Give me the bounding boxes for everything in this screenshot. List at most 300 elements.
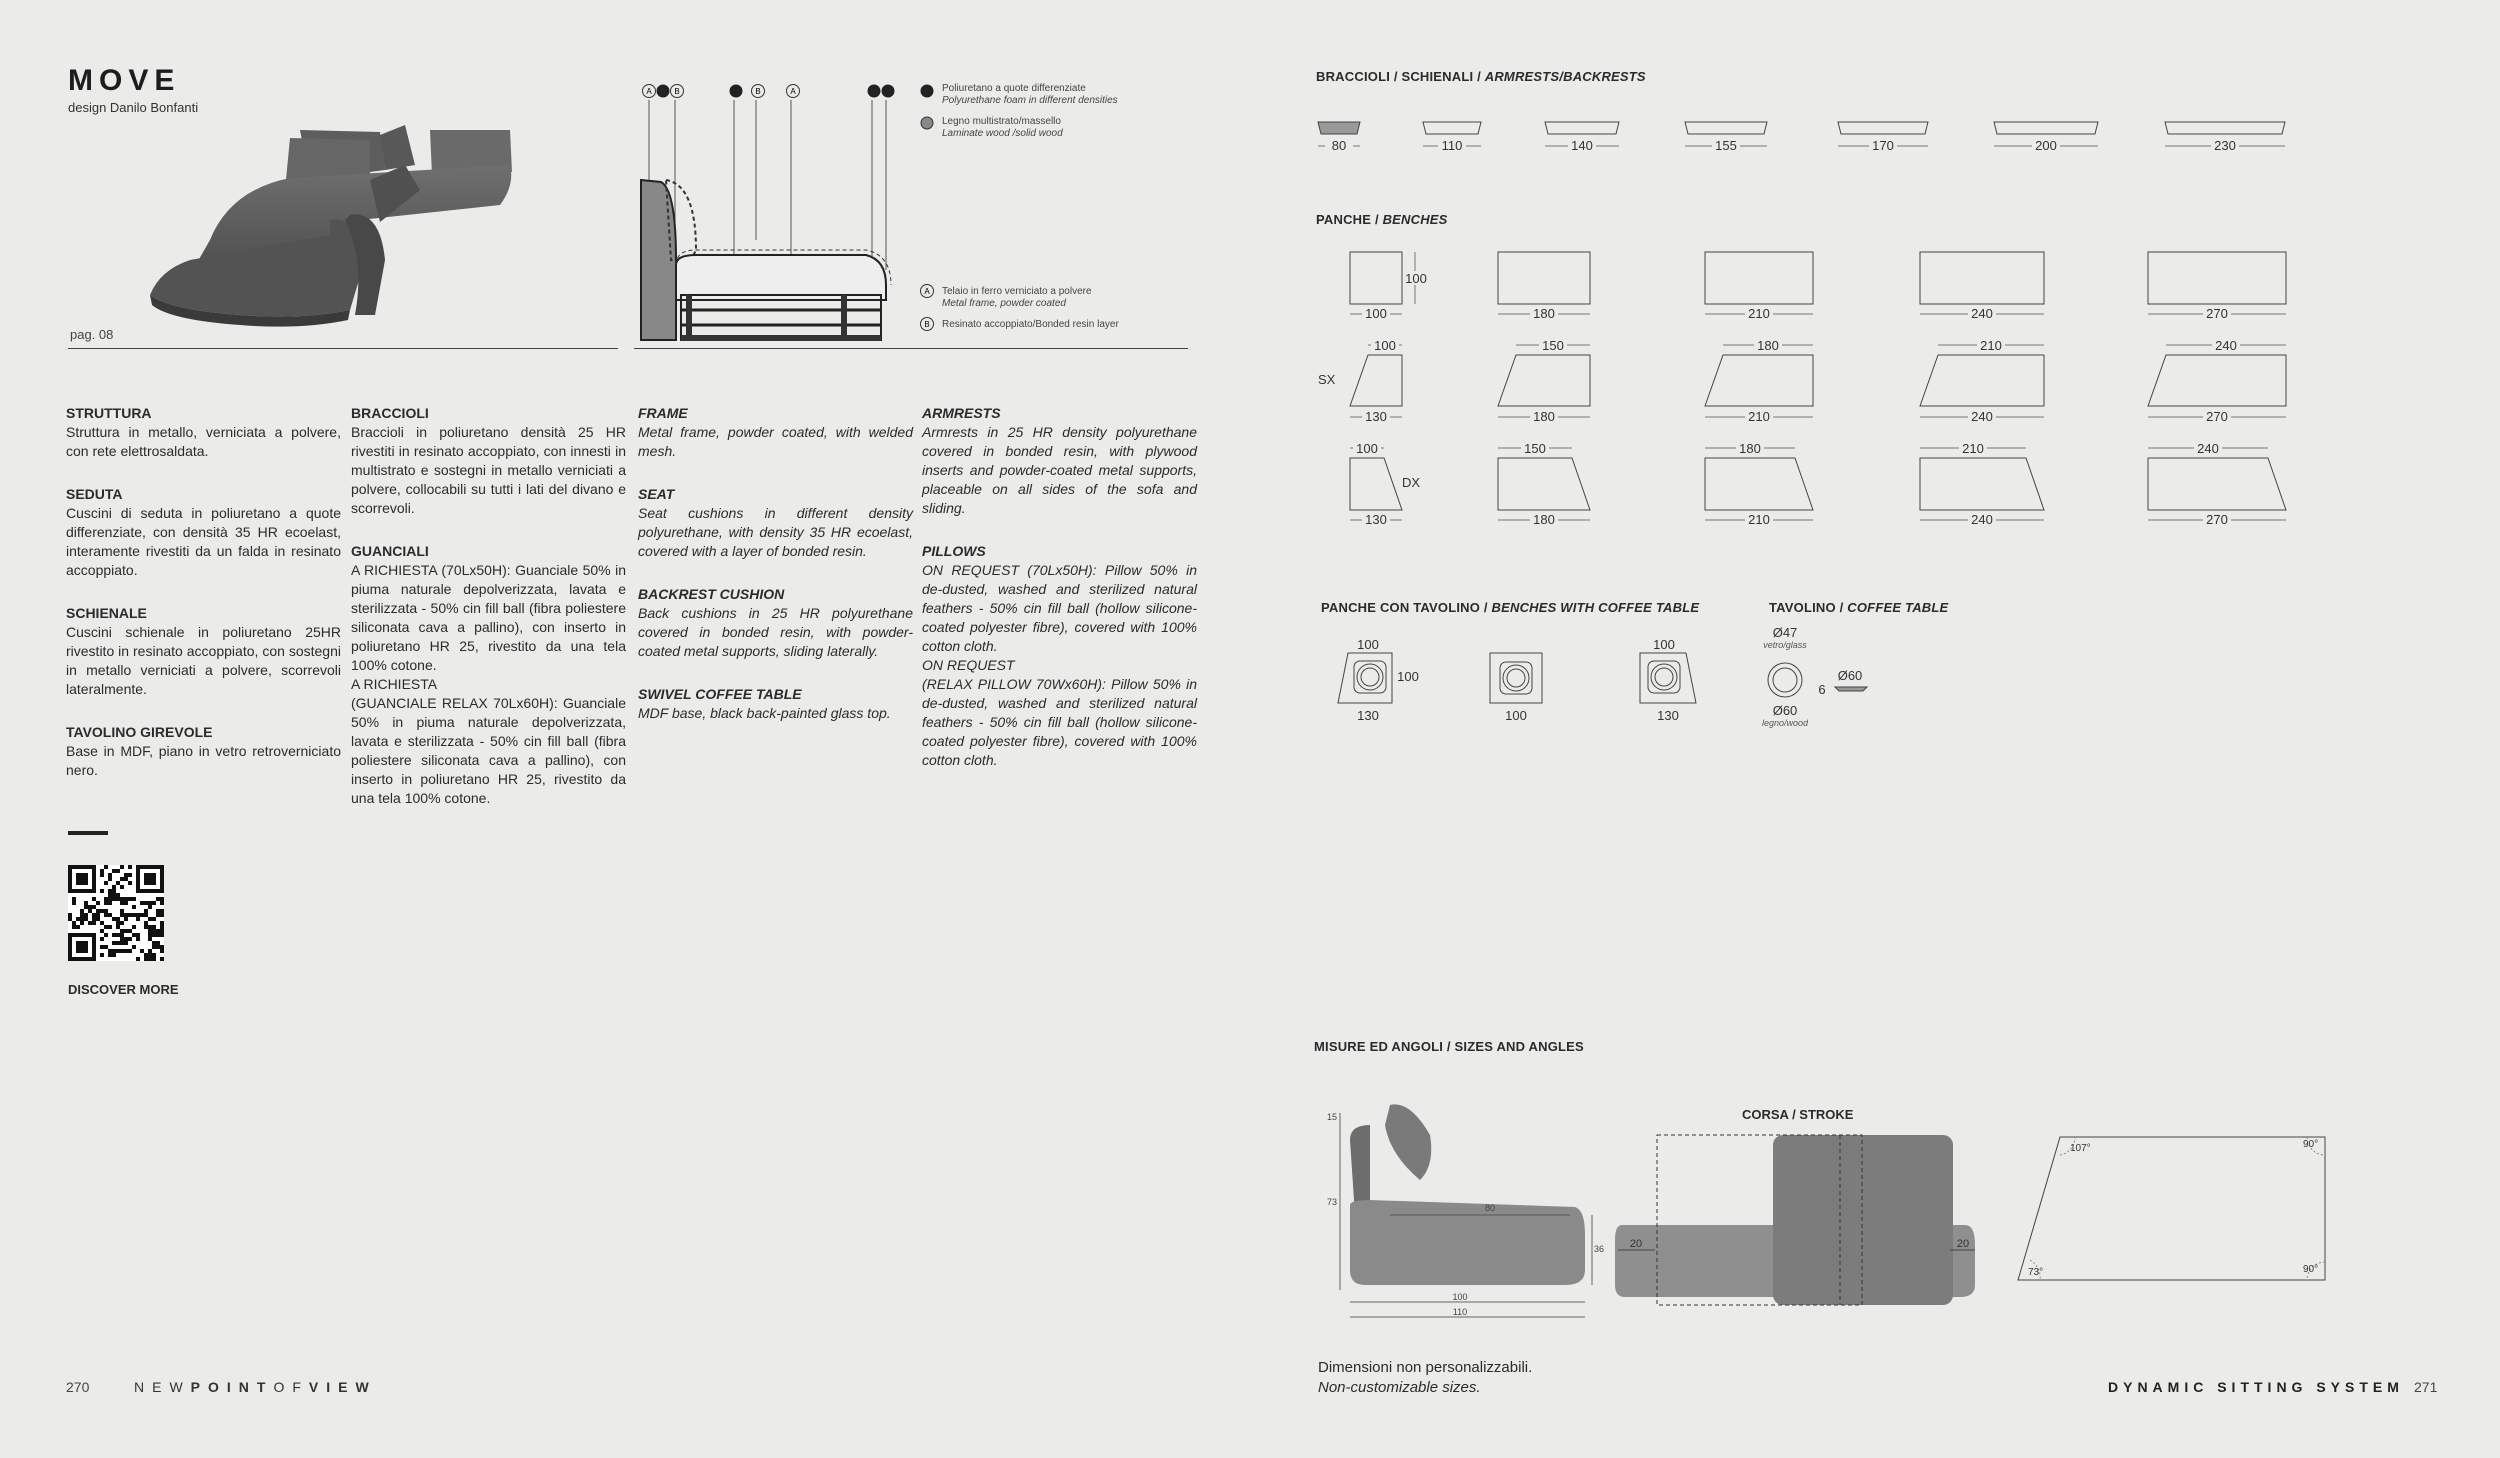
qr-module	[152, 957, 156, 961]
spec-text: A RICHIESTA	[351, 676, 438, 692]
qr-module	[84, 901, 88, 905]
qr-finder	[76, 873, 88, 885]
qr-module	[152, 917, 156, 921]
coffee-benches-title-en: BENCHES WITH COFFEE TABLE	[1491, 600, 1700, 615]
spec-text: Back cushions in 25 HR polyurethane covered in bonded resin, with powder-coated metal supports, sliding laterally.	[638, 605, 913, 659]
bench-dx-shape	[1350, 458, 1402, 510]
spec-title: TAVOLINO GIREVOLE	[66, 724, 213, 740]
spec-text: A RICHIESTA (70Lx50H): Guanciale 50% in piuma naturale depolverizzata, lavata e sterilizzata - 50% cin fill ball (fibra poliestere siliconata cava a pallino), con inserto in poliuretano HR 25, rivestito da una tela 100% cotone.	[351, 562, 626, 673]
cb1-bottom: 130	[1357, 708, 1379, 723]
qr-module	[148, 929, 152, 933]
qr-module	[128, 897, 132, 901]
armrest-size-label: 230	[2214, 138, 2236, 153]
coffee-insert	[1500, 662, 1532, 694]
bench-sx-shape	[1350, 355, 1402, 406]
qr-module	[112, 917, 116, 921]
brand-logo: MOVE	[68, 64, 181, 97]
qr-module	[160, 897, 164, 901]
qr-module	[124, 877, 128, 881]
coffee-bench-2	[1490, 653, 1542, 703]
qr-module	[112, 869, 116, 873]
cb3-bottom: 130	[1657, 708, 1679, 723]
bench-shape	[1705, 252, 1813, 304]
spec-text: (GUANCIALE RELAX 70Lx60H): Guanciale 50% in piuma naturale depolverizzata, lavata e sterilizzata - 50% cin fill ball (fibra poliestere siliconata cava a pallino), con inserto in poliuretano HR 25, rivestito da una tela 100% cotone.	[351, 695, 626, 806]
qr-module	[124, 949, 128, 953]
qr-module	[80, 909, 84, 913]
spec-text: Armrests in 25 HR density polyurethane covered in bonded resin, with plywood inserts and powder-coated metal supports, placeable on all sides of the sofa and sliding.	[922, 424, 1197, 516]
qr-module	[84, 905, 88, 909]
qr-module	[92, 917, 96, 921]
qr-module	[144, 957, 148, 961]
armrest-shape	[1994, 122, 2098, 134]
qr-module	[136, 933, 140, 937]
qr-module	[144, 921, 148, 925]
qr-module	[80, 921, 84, 925]
coffee-insert	[1648, 661, 1680, 693]
qr-module	[120, 941, 124, 945]
coffee-table-title-it: TAVOLINO /	[1769, 600, 1848, 615]
qr-code[interactable]	[68, 865, 164, 961]
armrests-title	[1316, 69, 1646, 84]
qr-module	[148, 953, 152, 957]
qr-module	[112, 885, 116, 889]
qr-module	[156, 945, 160, 949]
qr-module	[112, 953, 116, 957]
qr-module	[144, 925, 148, 929]
qr-module	[156, 933, 160, 937]
qr-module	[104, 865, 108, 869]
qr-module	[160, 933, 164, 937]
stroke-dim-left: 20	[1629, 1238, 1643, 1250]
legend-dot-foam	[920, 84, 934, 98]
section-markers	[638, 80, 898, 102]
accent-bar	[68, 831, 108, 835]
qr-module	[120, 909, 124, 913]
bench-sx-shape	[1920, 355, 2044, 406]
bench-sx-top: 180	[1757, 338, 1779, 353]
qr-module	[80, 917, 84, 921]
qr-module	[76, 917, 80, 921]
angle-top-right: 90°	[2303, 1139, 2319, 1150]
stroke-drawing	[1610, 1125, 1980, 1305]
qr-module	[136, 913, 140, 917]
marker-a-label: A	[646, 87, 652, 96]
armrest-size-label: 140	[1571, 138, 1593, 153]
dim-d1: 100	[1452, 1292, 1468, 1302]
bench-sx-shape	[1498, 355, 1590, 406]
table-circle	[1507, 669, 1525, 687]
qr-module	[148, 937, 152, 941]
benches-title	[1316, 212, 1448, 227]
dim-seat-h: 36	[1593, 1244, 1605, 1254]
qr-module	[132, 913, 136, 917]
qr-module	[112, 889, 116, 893]
qr-module	[120, 949, 124, 953]
qr-module	[120, 933, 124, 937]
qr-module	[132, 933, 136, 937]
qr-module	[100, 921, 104, 925]
qr-module	[96, 909, 100, 913]
qr-module	[132, 905, 136, 909]
table-height: 6	[1818, 682, 1826, 697]
qr-module	[124, 929, 128, 933]
bench-sx-top: 210	[1980, 338, 2002, 353]
angle-bottom-right: 90°	[2303, 1264, 2319, 1275]
coffee-benches-drawings	[1310, 625, 1910, 735]
qr-module	[144, 901, 148, 905]
table-circle	[1361, 668, 1379, 686]
qr-module	[124, 873, 128, 877]
coffee-benches-title	[1321, 600, 1699, 615]
spec-text: Cuscini schienale in poliuretano 25HR rivestito in resinato accoppiato, con sostegni in metallo verniciati a polvere, scorrevoli lateralmente.	[66, 624, 341, 697]
qr-module	[112, 949, 116, 953]
npov-view: VIEW	[308, 1379, 377, 1395]
qr-module	[148, 949, 152, 953]
bench-shape	[1350, 252, 1402, 304]
dim-h1: 15	[1326, 1112, 1338, 1122]
qr-module	[148, 925, 152, 929]
qr-module	[120, 897, 124, 901]
armrests-title-it: BRACCIOLI / SCHIENALI /	[1316, 69, 1485, 84]
qr-module	[104, 901, 108, 905]
cb1-top: 100	[1357, 637, 1379, 652]
qr-module	[120, 865, 124, 869]
table-wood-label: legno/wood	[1761, 718, 1809, 728]
qr-module	[120, 877, 124, 881]
qr-module	[128, 873, 132, 877]
benches-title-en: BENCHES	[1382, 212, 1448, 227]
qr-module	[96, 917, 100, 921]
qr-module	[72, 925, 76, 929]
spec-text: Seat cushions in different density polyurethane, with density 35 HR ecoelast, covered with a layer of bonded resin.	[638, 505, 913, 559]
qr-module	[116, 893, 120, 897]
qr-module	[108, 953, 112, 957]
qr-module	[120, 921, 124, 925]
marker-a2-label: A	[790, 87, 796, 96]
svg-text:B: B	[924, 320, 930, 329]
qr-module	[100, 873, 104, 877]
spec-title: BRACCIOLI	[351, 405, 429, 421]
qr-module	[152, 901, 156, 905]
qr-module	[92, 897, 96, 901]
bench-dx-top: 100	[1356, 441, 1378, 456]
spec-text: (RELAX PILLOW 70Wx60H): Pillow 50% in de-dusted, washed and sterilized natural feathers - 50% cin fill ball (hollow silicone-coated polyester fibre), covered with 100% cotton cloth.	[922, 676, 1197, 768]
bench-dx-bottom: 210	[1748, 512, 1770, 527]
qr-module	[116, 869, 120, 873]
legend-foam-it: Poliuretano a quote differenziate	[942, 83, 1086, 94]
bench-depth: 100	[1405, 271, 1427, 286]
qr-module	[160, 925, 164, 929]
qr-module	[136, 957, 140, 961]
table-side-d: Ø60	[1837, 668, 1863, 683]
marker-b2-label: B	[755, 87, 761, 96]
sofa-hero-image	[140, 110, 520, 335]
npov-point: POINT	[190, 1379, 274, 1395]
bench-sx-top: 100	[1374, 338, 1396, 353]
qr-module	[104, 925, 108, 929]
qr-module	[152, 945, 156, 949]
qr-module	[120, 885, 124, 889]
bench-sx-shape	[1705, 355, 1813, 406]
qr-module	[156, 897, 160, 901]
svg-text:A: A	[924, 287, 930, 296]
qr-module	[68, 913, 72, 917]
qr-module	[116, 897, 120, 901]
qr-module	[100, 869, 104, 873]
qr-module	[160, 913, 164, 917]
coffee-table-title-en: COFFEE TABLE	[1847, 600, 1949, 615]
qr-module	[128, 929, 132, 933]
qr-module	[128, 881, 132, 885]
armrest-size-label: 170	[1872, 138, 1894, 153]
qr-module	[132, 945, 136, 949]
qr-module	[124, 901, 128, 905]
qr-module	[136, 917, 140, 921]
sofa-section-drawing	[636, 100, 886, 350]
bench-dx-bottom: 240	[1971, 512, 1993, 527]
legend-wood-it: Legno multistrato/massello	[942, 116, 1061, 127]
qr-module	[148, 901, 152, 905]
bench-dx-top: 150	[1524, 441, 1546, 456]
qr-module	[148, 917, 152, 921]
benches-drawings	[1310, 240, 2300, 530]
angle-top-left: 107°	[2070, 1143, 2091, 1154]
qr-module	[132, 925, 136, 929]
qr-module	[84, 913, 88, 917]
spec-text: Metal frame, powder coated, with welded mesh.	[638, 424, 913, 459]
qr-module	[100, 889, 104, 893]
qr-module	[160, 949, 164, 953]
bench-shape	[2148, 252, 2286, 304]
armrest-shape	[1685, 122, 1767, 134]
bench-size: 240	[1971, 306, 1993, 321]
bench-dx-bottom: 130	[1365, 512, 1387, 527]
new-point-of-view	[134, 1379, 377, 1395]
qr-module	[116, 925, 120, 929]
qr-module	[108, 949, 112, 953]
qr-module	[160, 929, 164, 933]
qr-module	[108, 901, 112, 905]
divider-line	[634, 348, 1188, 349]
qr-module	[112, 933, 116, 937]
qr-module	[116, 941, 120, 945]
spec-text: ON REQUEST	[922, 657, 1015, 673]
spec-column-en-1	[638, 404, 913, 737]
qr-module	[88, 905, 92, 909]
qr-module	[104, 913, 108, 917]
coffee-table-title	[1769, 600, 1948, 615]
cb2-bottom: 100	[1505, 708, 1527, 723]
bench-sx-top: 150	[1542, 338, 1564, 353]
sx-label: SX	[1318, 372, 1336, 387]
qr-module	[156, 941, 160, 945]
stroke-title: CORSA / STROKE	[1742, 1107, 1854, 1122]
qr-module	[152, 933, 156, 937]
bench-size: 210	[1748, 306, 1770, 321]
bench-sx-bottom: 180	[1533, 409, 1555, 424]
qr-module	[156, 909, 160, 913]
spec-title: SEDUTA	[66, 486, 123, 502]
dx-label: DX	[1402, 475, 1421, 490]
qr-module	[124, 917, 128, 921]
legend-resin	[942, 319, 1119, 331]
bench-size: 100	[1365, 306, 1387, 321]
page-reference: pag. 08	[70, 327, 114, 342]
legend-frame	[942, 286, 1092, 310]
npov-new: NEW	[134, 1379, 191, 1395]
qr-module	[96, 913, 100, 917]
legend-wood-en: Laminate wood /solid wood	[942, 128, 1063, 139]
qr-module	[148, 957, 152, 961]
bench-sx-top: 240	[2215, 338, 2237, 353]
qr-module	[100, 945, 104, 949]
qr-module	[104, 897, 108, 901]
spec-text: Cuscini di seduta in poliuretano a quote differenziate, con densità 35 HR ecoelast, interamente rivestiti da un falda in resinato accoppiato.	[66, 505, 341, 578]
legend-wood	[942, 116, 1063, 140]
spec-title: SCHIENALE	[66, 605, 147, 621]
bench-shape	[1498, 252, 1590, 304]
bench-size: 180	[1533, 306, 1555, 321]
qr-module	[80, 913, 84, 917]
qr-module	[120, 913, 124, 917]
qr-module	[148, 933, 152, 937]
table-circle	[1655, 668, 1673, 686]
qr-module	[100, 929, 104, 933]
bench-sx-bottom: 270	[2206, 409, 2228, 424]
system-name: DYNAMIC SITTING SYSTEM	[2108, 1379, 2404, 1395]
discover-more-link[interactable]: DISCOVER MORE	[68, 982, 179, 997]
bench-dx-shape	[1498, 458, 1590, 510]
armrests-drawings	[1310, 110, 2310, 160]
divider-line	[68, 348, 618, 349]
qr-module	[140, 913, 144, 917]
bench-dx-top: 240	[2197, 441, 2219, 456]
qr-module	[72, 921, 76, 925]
qr-module	[116, 949, 120, 953]
npov-of: OF	[273, 1379, 309, 1395]
bench-dx-top: 180	[1739, 441, 1761, 456]
spec-column-it-2	[351, 404, 626, 822]
qr-module	[116, 933, 120, 937]
notes	[1318, 1358, 1532, 1398]
bench-dx-shape	[2148, 458, 2286, 510]
qr-module	[100, 937, 104, 941]
qr-module	[92, 905, 96, 909]
spec-text: Braccioli in poliuretano densità 25 HR rivestiti in resinato accoppiato, con innesti in multistrato e sostegni in metallo verniciati a polvere, collocabili su tutti i lati del divano e scorrevoli.	[351, 424, 626, 516]
bench-sx-bottom: 210	[1748, 409, 1770, 424]
spec-title: FRAME	[638, 405, 688, 421]
bench-sx-bottom: 240	[1971, 409, 1993, 424]
legend-marker-a	[920, 284, 934, 298]
qr-module	[160, 921, 164, 925]
qr-module	[68, 917, 72, 921]
qr-module	[108, 897, 112, 901]
qr-module	[160, 945, 164, 949]
qr-module	[152, 941, 156, 945]
qr-module	[144, 953, 148, 957]
page-number-left: 270	[66, 1379, 90, 1395]
armrest-shape	[1838, 122, 1928, 134]
qr-module	[112, 941, 116, 945]
qr-module	[136, 937, 140, 941]
qr-module	[92, 913, 96, 917]
qr-module	[104, 909, 108, 913]
qr-module	[96, 901, 100, 905]
qr-module	[156, 929, 160, 933]
bench-dx-bottom: 270	[2206, 512, 2228, 527]
qr-finder	[76, 941, 88, 953]
qr-module	[120, 901, 124, 905]
angle-bottom-left: 73°	[2028, 1267, 2044, 1278]
qr-module	[152, 929, 156, 933]
dim-seat-depth: 80	[1484, 1203, 1496, 1213]
bench-dx-shape	[1920, 458, 2044, 510]
qr-module	[148, 905, 152, 909]
bench-dx-top: 210	[1962, 441, 1984, 456]
qr-module	[124, 937, 128, 941]
qr-module	[88, 921, 92, 925]
sizes-angles-title: MISURE ED ANGOLI / SIZES AND ANGLES	[1314, 1039, 1584, 1054]
legend-marker-b	[920, 317, 934, 331]
qr-module	[128, 937, 132, 941]
legend-dot-wood	[920, 116, 934, 130]
legend-resin-it: Resinato accoppiato/Bonded resin layer	[942, 319, 1119, 330]
spec-title: SEAT	[638, 486, 675, 502]
qr-module	[116, 881, 120, 885]
qr-module	[160, 909, 164, 913]
armrest-size-label: 155	[1715, 138, 1737, 153]
qr-module	[116, 917, 120, 921]
armrest-shape	[1318, 122, 1360, 134]
armrest-size-label: 110	[1441, 138, 1463, 153]
legend-foam	[942, 83, 1118, 107]
notes-it: Dimensioni non personalizzabili.	[1318, 1359, 1533, 1376]
bench-sx-shape	[2148, 355, 2286, 406]
qr-module	[124, 897, 128, 901]
qr-module	[128, 913, 132, 917]
spec-title: GUANCIALI	[351, 543, 429, 559]
angles-drawing	[2010, 1125, 2340, 1285]
qr-module	[108, 877, 112, 881]
qr-module	[120, 937, 124, 941]
coffee-insert	[1354, 661, 1386, 693]
bench-dx-bottom: 180	[1533, 512, 1555, 527]
qr-module	[112, 897, 116, 901]
armrest-size-label: 80	[1331, 138, 1347, 153]
table-glass-label: vetro/glass	[1763, 640, 1807, 650]
notes-en: Non-customizable sizes.	[1318, 1379, 1481, 1396]
qr-module	[156, 913, 160, 917]
designer-credit: design Danilo Bonfanti	[68, 100, 199, 115]
stroke-dim-right: 20	[1956, 1238, 1970, 1250]
marker-b-label: B	[674, 87, 680, 96]
qr-module	[72, 897, 76, 901]
qr-module	[152, 925, 156, 929]
qr-module	[100, 909, 104, 913]
armrest-shape	[1545, 122, 1619, 134]
qr-module	[124, 913, 128, 917]
qr-module	[140, 901, 144, 905]
legend-frame-en: Metal frame, powder coated	[942, 298, 1066, 309]
qr-module	[100, 953, 104, 957]
spec-title: STRUTTURA	[66, 405, 152, 421]
spec-title: SWIVEL COFFEE TABLE	[638, 686, 802, 702]
qr-finder	[144, 873, 156, 885]
spec-text: Base in MDF, piano in vetro retroverniciato nero.	[66, 743, 341, 778]
table-wood-d: Ø60	[1772, 703, 1798, 718]
cb3-top: 100	[1653, 637, 1675, 652]
table-top-circle	[1773, 668, 1797, 692]
